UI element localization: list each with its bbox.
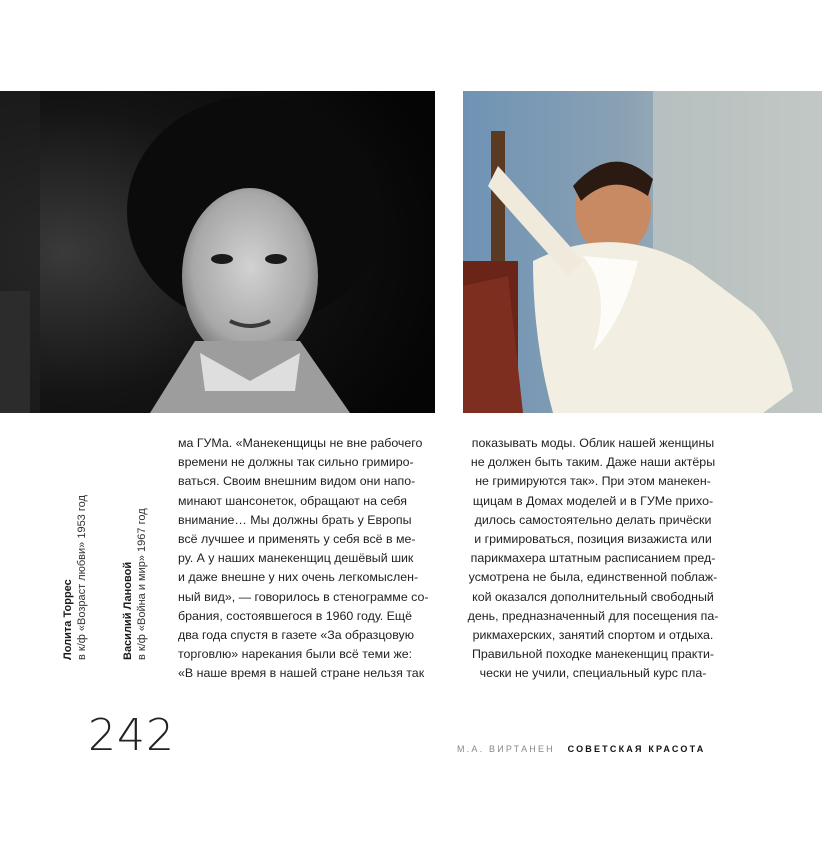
photo-caption-vasily-lanovoy bbox=[121, 508, 149, 660]
text-line: и даже внешне у них очень легкомыслен- bbox=[178, 570, 419, 585]
text-line: и гримироваться, позиция визажиста или bbox=[474, 532, 712, 547]
caption-actor-name: Василий Лановой bbox=[122, 561, 134, 660]
text-line: показывать моды. Облик нашей женщины bbox=[471, 436, 715, 450]
text-line: парикмахера штатным расписанием пред- bbox=[470, 551, 716, 566]
text-line: «В наше время в нашей стране нельзя так bbox=[178, 666, 425, 681]
text-line: рикмахерских, занятий спортом и отдыха. bbox=[472, 628, 714, 643]
text-line: день, предназначенный для посещения па- bbox=[467, 608, 719, 623]
text-line: ма ГУМа. «Манекенщицы не вне рабочего bbox=[178, 436, 423, 450]
running-footer bbox=[457, 744, 705, 754]
text-line: ный вид», — говорилось в стенограмме со- bbox=[178, 589, 429, 604]
text-line: времени не должны так сильно гримиро- bbox=[178, 455, 414, 470]
text-line: Правильной походке манекенщиц практи- bbox=[471, 647, 715, 662]
text-line: не должен быть таким. Даже наши актёры bbox=[470, 455, 716, 470]
text-line: ваться. Своим внешним видом они напо- bbox=[178, 474, 416, 489]
text-line: щицам в Домах моделей и в ГУМе прихо- bbox=[472, 493, 714, 508]
photo-caption-lolita-torres bbox=[61, 495, 89, 660]
page-number: 242 bbox=[88, 710, 175, 761]
portrait-photo-lolita-torres bbox=[0, 91, 435, 413]
text-line: ру. А у наших манекенщиц дешёвый шик bbox=[178, 551, 414, 566]
caption-film-title: в к/ф «Война и мир» 1967 год bbox=[136, 508, 148, 660]
text-column-right bbox=[462, 434, 724, 684]
text-line: дилось самостоятельно делать причёски bbox=[474, 512, 712, 527]
text-line: два года спустя в газете «За образцовую bbox=[178, 628, 415, 643]
text-line: брания, состоявшегося в 1960 году. Ещё bbox=[178, 608, 413, 623]
caption-film-title: в к/ф «Возраст любви» 1953 год bbox=[76, 495, 88, 660]
text-line: не гримируются так». При этом манекен- bbox=[475, 474, 711, 489]
book-author: М.А. ВИРТАНЕН bbox=[457, 744, 555, 754]
text-line: чески не учили, специальный курс пла- bbox=[479, 666, 707, 681]
text-line: минают шансонеток, обращают на себя bbox=[178, 493, 407, 508]
film-still-photo-vasily-lanovoy bbox=[463, 91, 822, 413]
caption-actor-name: Лолита Торрес bbox=[62, 579, 74, 660]
text-line: внимание… Мы должны брать у Европы bbox=[178, 512, 412, 527]
color-film-still-image bbox=[463, 91, 822, 413]
text-line: кой оказался дополнительный свободный bbox=[472, 589, 714, 604]
text-line: всё лучшее и применять у себя всё в ме- bbox=[178, 532, 416, 547]
bw-portrait-image bbox=[0, 91, 435, 413]
book-title: СОВЕТСКАЯ КРАСОТА bbox=[567, 744, 706, 754]
text-line: усмотрена не была, единственной поблаж- bbox=[468, 570, 718, 585]
text-line: торговлю» нарекания были всё теми же: bbox=[178, 647, 413, 662]
text-column-left bbox=[178, 434, 440, 684]
